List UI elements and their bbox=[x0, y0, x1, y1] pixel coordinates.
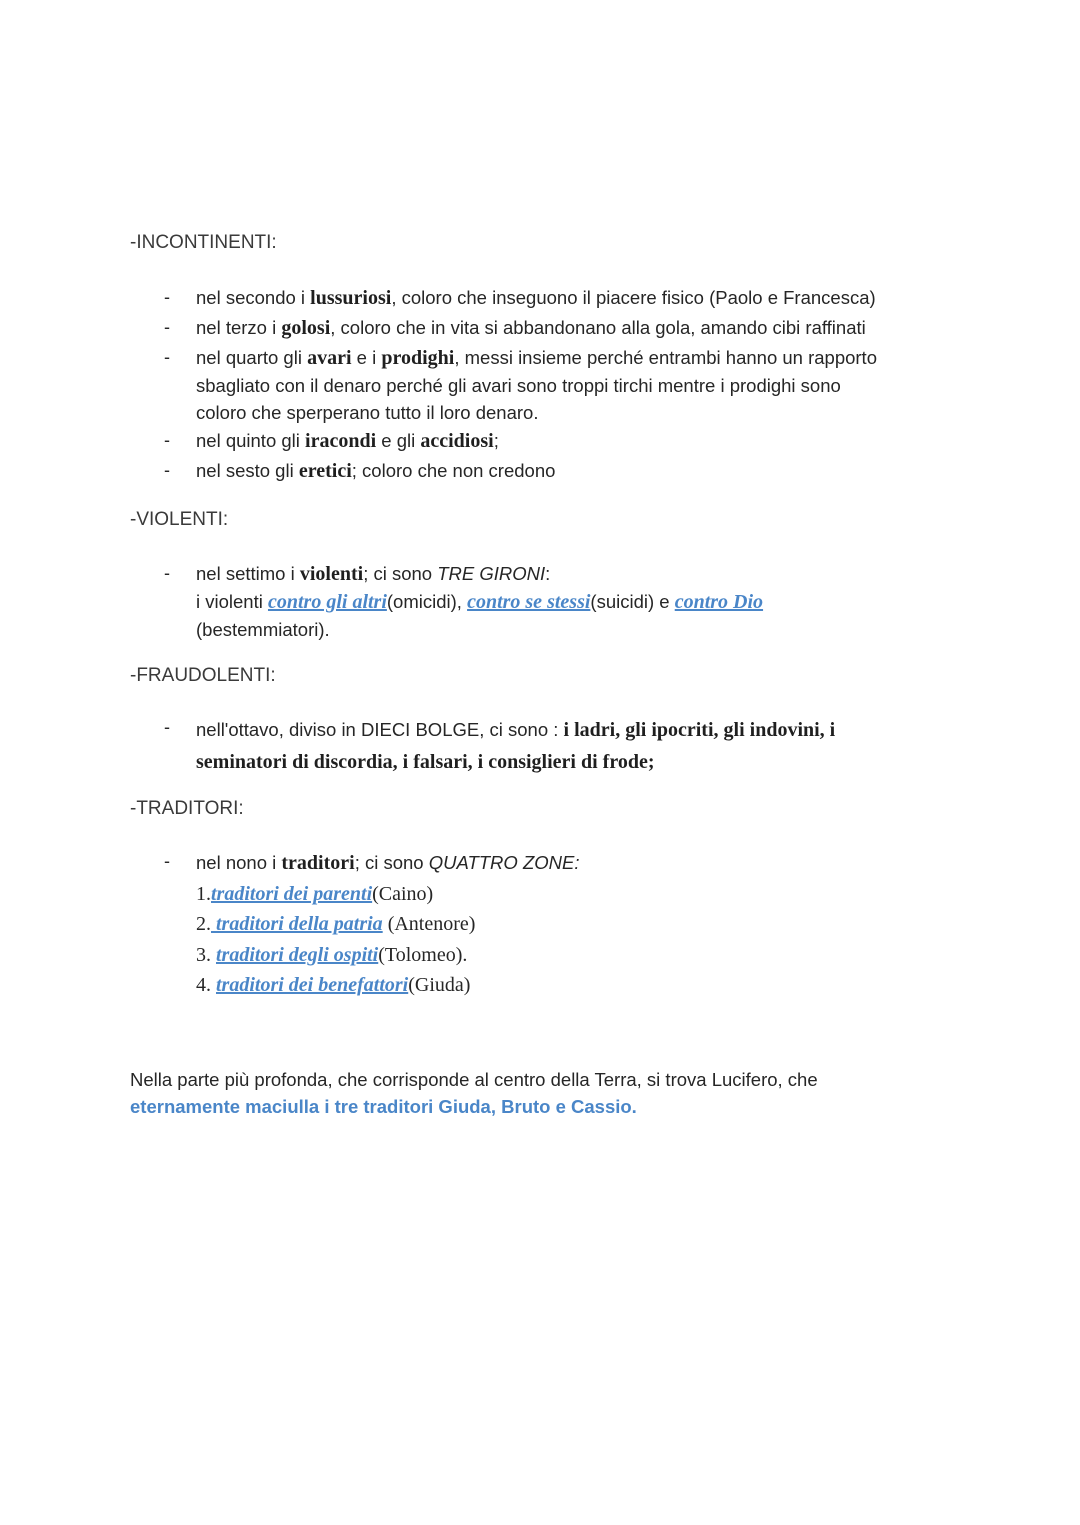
bullet-dash: - bbox=[164, 717, 170, 737]
bullet-dash: - bbox=[164, 317, 170, 337]
list-item-text: nel nono i traditori; ci sono QUATTRO ZONE: bbox=[196, 852, 580, 874]
list-item-text: nel quinto gli iracondi e gli accidiosi; bbox=[196, 430, 499, 452]
link-traditori-degli-ospiti[interactable]: traditori degli ospiti bbox=[216, 943, 379, 966]
list-item-text: nel terzo i golosi, coloro che in vita si abbandonano alla gola, amando cibi raffinati bbox=[196, 317, 866, 339]
zone-item: 1.traditori dei parenti(Caino) bbox=[196, 882, 434, 905]
link-traditori-dei-benefattori[interactable]: traditori dei benefattori bbox=[216, 974, 409, 996]
bullet-dash: - bbox=[164, 851, 170, 871]
closing-paragraph-line1: Nella parte più profonda, che corrisponde al centro della Terra, si trova Lucifero, che bbox=[130, 1069, 818, 1090]
bullet-dash: - bbox=[164, 287, 170, 307]
list-item-text-line3: (bestemmiatori). bbox=[196, 619, 330, 640]
bullet-dash: - bbox=[164, 460, 170, 480]
zone-item: 4. traditori dei benefattori(Giuda) bbox=[196, 974, 471, 996]
list-item-text: nell'ottavo, diviso in DIECI BOLGE, ci sono : i ladri, gli ipocriti, gli indovini, i bbox=[196, 719, 836, 741]
list-item-text-line3: coloro che sperperano tutto il loro denaro. bbox=[196, 402, 539, 423]
list-item-text: nel quarto gli avari e i prodighi, messi insieme perché entrambi hanno un rapporto bbox=[196, 347, 877, 369]
zone-item: 3. traditori degli ospiti(Tolomeo). bbox=[196, 943, 468, 966]
section-heading-traditori: -TRADITORI: bbox=[130, 798, 244, 819]
bullet-dash: - bbox=[164, 347, 170, 367]
section-heading-incontinenti: -INCONTINENTI: bbox=[130, 232, 277, 253]
list-item-text: nel secondo i lussuriosi, coloro che inseguono il piacere fisico (Paolo e Francesca) bbox=[196, 287, 876, 309]
zone-item: 2. traditori della patria (Antenore) bbox=[196, 913, 476, 935]
list-item-text-line2: i violenti contro gli altri(omicidi), contro se stessi(suicidi) e contro Dio bbox=[196, 591, 764, 613]
list-item-text: nel sesto gli eretici; coloro che non credono bbox=[196, 460, 556, 482]
section-heading-fraudolenti: -FRAUDOLENTI: bbox=[130, 665, 276, 686]
list-item-text-line2: seminatori di discordia, i falsari, i consiglieri di frode; bbox=[196, 751, 655, 773]
bullet-dash: - bbox=[164, 563, 170, 583]
section-heading-violenti: -VIOLENTI: bbox=[130, 509, 229, 530]
link-contro-se-stessi[interactable]: contro se stessi bbox=[467, 591, 591, 613]
link-contro-dio[interactable]: contro Dio bbox=[674, 591, 764, 613]
list-item-text-line2: sbagliato con il denaro perché gli avari sono troppi tirchi mentre i prodighi sono bbox=[196, 375, 841, 396]
closing-paragraph bbox=[130, 1066, 950, 1120]
link-traditori-della-patria[interactable]: traditori della patria bbox=[211, 913, 383, 935]
link-traditori-dei-parenti[interactable]: traditori dei parenti bbox=[211, 882, 373, 905]
link-contro-gli-altri[interactable]: contro gli altri bbox=[267, 591, 387, 613]
bullet-dash: - bbox=[164, 430, 170, 450]
closing-paragraph-line2: eternamente maciulla i tre traditori Giuda, Bruto e Cassio. bbox=[130, 1096, 637, 1117]
list-item-text: nel settimo i violenti; ci sono TRE GIRONI: bbox=[196, 563, 551, 585]
